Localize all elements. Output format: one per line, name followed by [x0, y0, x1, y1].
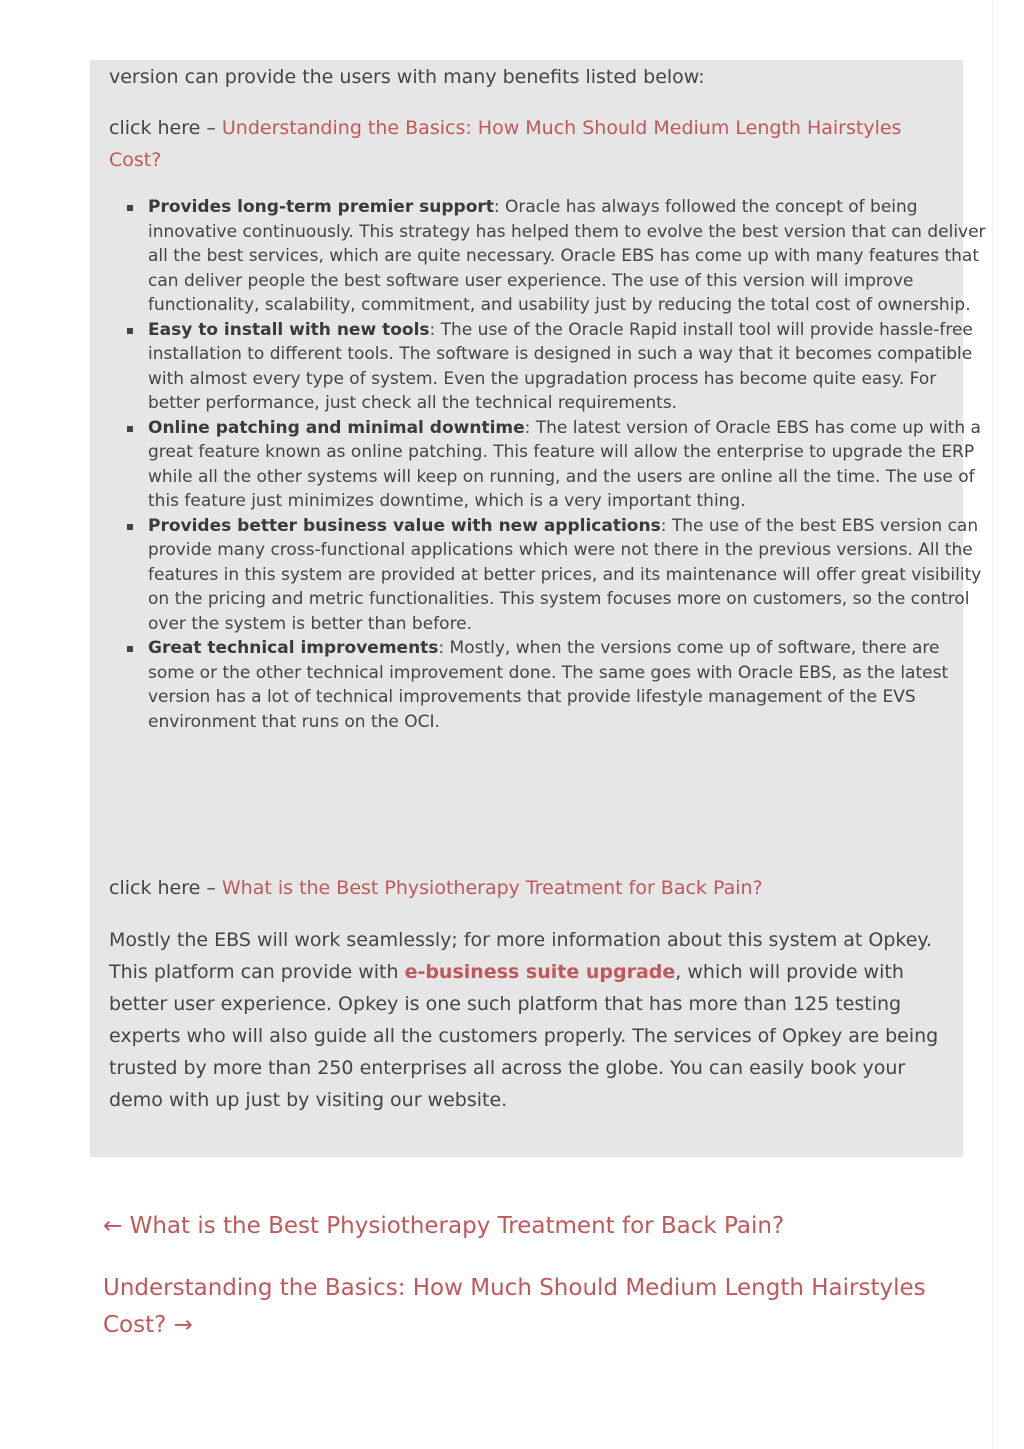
benefit-title: Online patching and minimal downtime [148, 417, 525, 438]
closing-paragraph [109, 924, 945, 1116]
intro-text: version can provide the users with many benefits listed below: [109, 66, 705, 88]
click-here-prefix: click here – [109, 877, 222, 899]
benefit-text: : Oracle has always followed the concept of being innovative continuously. This strategy has helped them to evolve the best version that can deliver all the best services, which are quite necessary. Oracle EBS has come up with many features that can deliver people the best software user experience. The use of this version will improve functionality, scalability, commitment, and usability just by reducing the total cost of ownership. [148, 197, 986, 315]
list-item [148, 514, 986, 637]
closing-text-before: Mostly the EBS will work seamlessly; for more information about this system at Opkey. This platform can provide with [109, 929, 933, 983]
benefit-text: : The use of the best EBS version can provide many cross-functional applications which were not there in the previous versions. All the features in this system are provided at better prices, and its maintenance will offer great visibility on the pricing and metric functionalities. This system focuses more on customers, so the control over the system is better than before. [148, 515, 982, 634]
previous-post-link[interactable]: ← What is the Best Physiotherapy Treatment for Back Pain? [103, 1213, 785, 1239]
article-content [90, 60, 986, 1157]
closing-text-after: , which will provide with better user experience. Opkey is one such platform that has more than 125 testing experts who will also guide all the customers properly. The services of Opkey are being trusted by more than 250 enterprises all across the globe. You can easily book your demo with up just by visiting our website. [109, 961, 939, 1111]
benefit-title: Provides better business value with new applications [148, 515, 661, 536]
benefit-title: Great technical improvements [148, 638, 439, 658]
list-item [148, 318, 986, 416]
benefits-list [109, 195, 986, 734]
benefit-title: Provides long-term premier support [148, 197, 494, 217]
benefit-title: Easy to install with new tools [148, 319, 430, 340]
physiotherapy-link[interactable]: What is the Best Physiotherapy Treatment for Back Pain? [221, 877, 763, 899]
list-item [148, 195, 986, 318]
benefit-text: : The latest version of Oracle EBS has come up with a great feature known as online patching. This feature will allow the enterprise to upgrade the ERP while all the other systems will keep on running, and the users are online all the time. The use of this feature just minimizes downtime, which is a very important thing. [148, 417, 981, 511]
next-post-link[interactable]: Understanding the Basics: How Much Should Medium Length Hairstyles Cost? → [103, 1275, 926, 1338]
benefit-text: : Mostly, when the versions come up of software, there are some or the other technical improvement done. The same goes with Oracle EBS, as the latest version has a lot of technical improvements that provide lifestyle management of the EVS environment that runs on the OCI. [148, 638, 949, 732]
click-here-paragraph-1 [109, 112, 929, 176]
list-item [148, 416, 986, 514]
list-item [148, 636, 986, 734]
page-edge-divider [992, 0, 993, 1449]
ebs-upgrade-link[interactable]: e-business suite upgrade [404, 961, 676, 983]
hairstyles-cost-link[interactable]: Understanding the Basics: How Much Should Medium Length Hairstyles Cost? [109, 117, 902, 171]
click-here-paragraph-2 [109, 872, 929, 904]
click-here-prefix: click here – [109, 117, 222, 139]
benefit-text: : The use of the Oracle Rapid install tool will provide hassle-free installation to different tools. The software is designed in such a way that it becomes compatible with almost every type of system. Even the upgradation process has become quite easy. For better performance, just check all the technical requirements. [148, 319, 973, 413]
